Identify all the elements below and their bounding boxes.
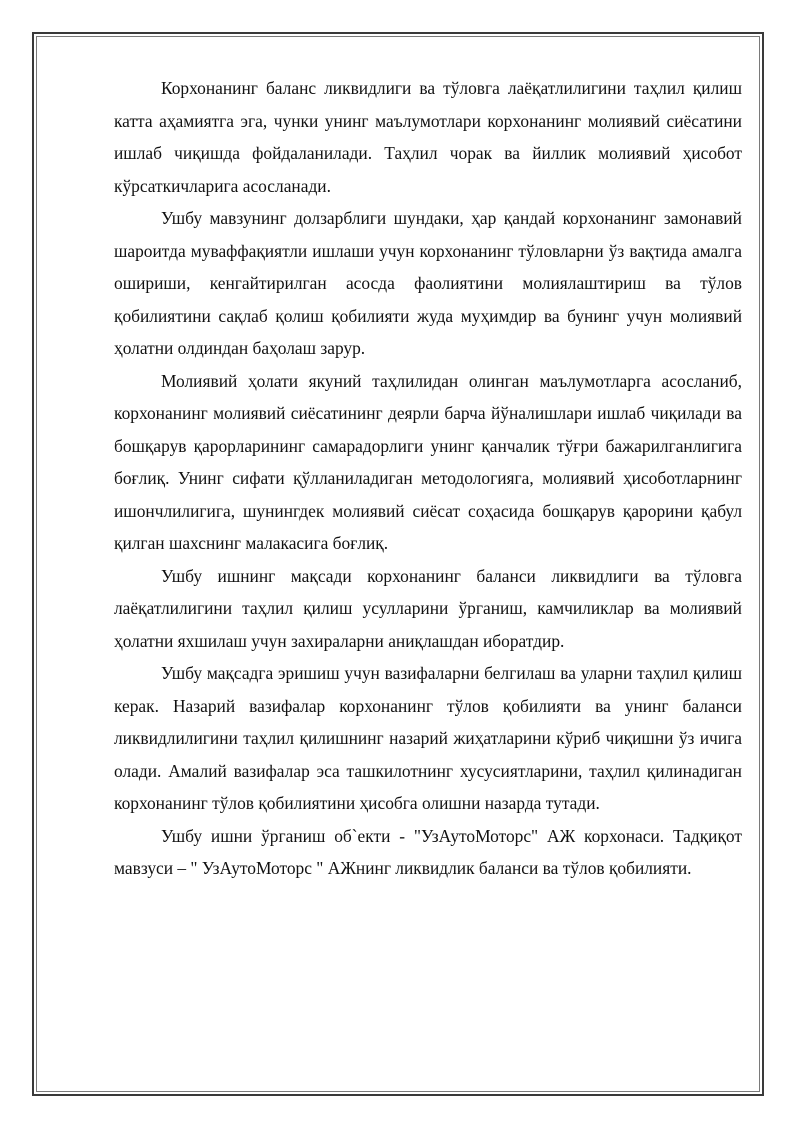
paragraph-3: Молиявий ҳолати якуний таҳлилидан олинган маълумотларга асосланиб, корхонанинг молиявий сиёсатининг деярли барча йўналишлари ишлаб чиқилади ва бошқарув қарорларининг самарадорлиги унинг қанчалик тўғри бажарилганлигига боғлиқ. Унинг сифати қўлланиладиган методологияга, молиявий ҳисоботларнинг ишончлилигига, шунингдек молиявий сиёсат соҳасида бошқарув қарорини қабул қилган шахснинг малакасига боғлиқ. — [114, 370, 742, 553]
paragraph-5: Ушбу мақсадга эришиш учун вазифаларни белгилаш ва уларни таҳлил қилиш керак. Назарий вазифалар корхонанинг тўлов қобилияти ва унинг баланси ликвидлилигини таҳлил қилишнинг назарий жиҳатларини кўриб чиқишни ўз ичига олади. Амалий вазифалар эса ташкилотнинг хусусиятларини, таҳлил қилинадиган корхонанинг тўлов қобилиятини ҳисобга олишни назарда тутади. — [114, 663, 742, 813]
paragraph-2: Ушбу мавзунинг долзарблиги шундаки, ҳар қандай корхонанинг замонавий шароитда муваффақиятли ишлаши учун корхонанинг тўловларни ўз вақтида амалга ошириши, кенгайтирилган асосда фаолиятини молиялаштириш ва тўлов қобилиятини сақлаб қолиш қобилияти жуда муҳимдир ва бунинг учун молиявий ҳолатни олдиндан баҳолаш зарур. — [114, 208, 742, 358]
document-body — [114, 72, 742, 885]
paragraph-1: Корхонанинг баланс ликвидлиги ва тўловга лаёқатлилигини таҳлил қилиш катта аҳамиятга эга, чунки унинг маълумотлари корхонанинг молиявий сиёсатини ишлаб чиқишда фойдаланилади. Таҳлил чорак ва йиллик молиявий ҳисобот кўрсаткичларига асосланади. — [114, 78, 742, 196]
paragraph-6: Ушбу ишни ўрганиш об`екти - "УзАутоМоторс" АЖ корхонаси. Тадқиқот мавзуси – " УзАутоМоторс " АЖнинг ликвидлик баланси ва тўлов қобилияти. — [114, 825, 742, 878]
paragraph-4: Ушбу ишнинг мақсади корхонанинг баланси ликвидлиги ва тўловга лаёқатлилигини таҳлил қилиш усулларини ўрганиш, камчиликлар ва молиявий ҳолатни яхшилаш учун захираларни аниқлашдан иборатдир. — [114, 565, 742, 651]
